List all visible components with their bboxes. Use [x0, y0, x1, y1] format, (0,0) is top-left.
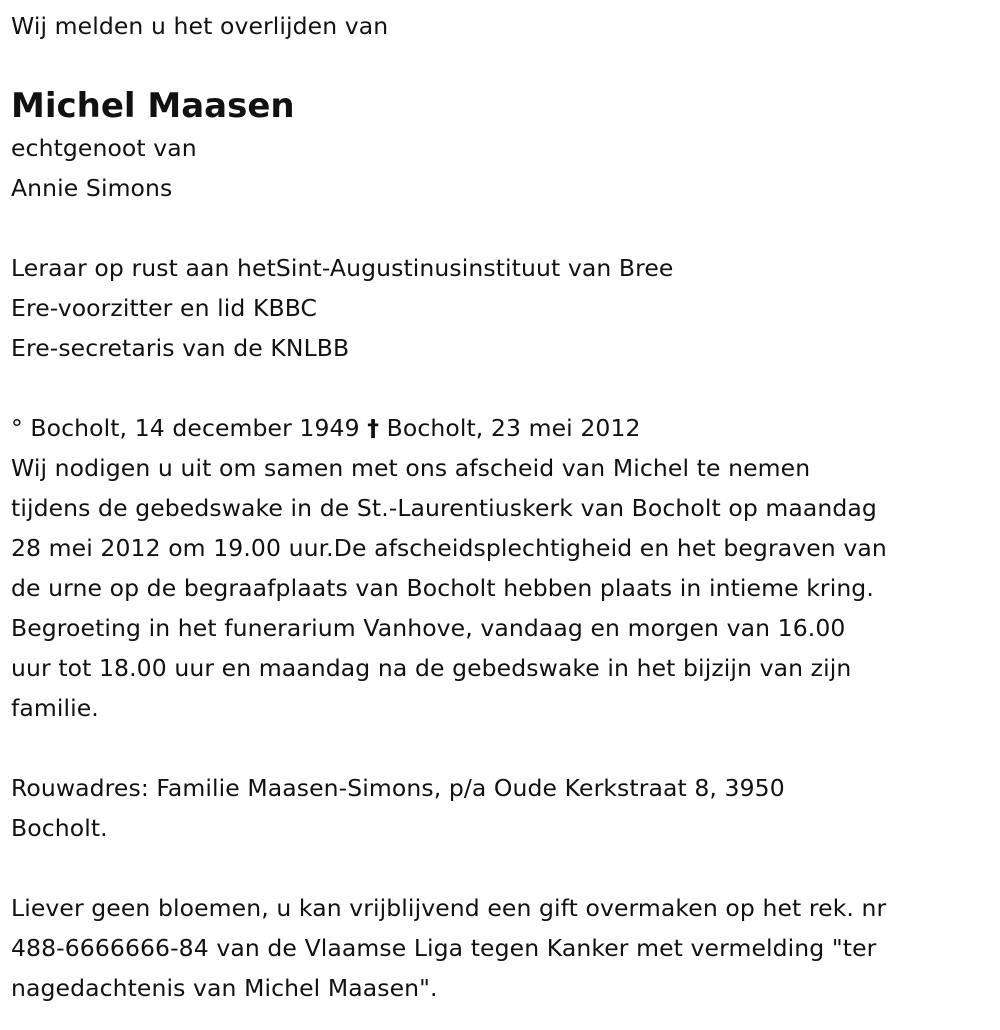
- obituary-notice: [11, 6, 996, 1008]
- spacer: [11, 728, 996, 768]
- address-paragraph: [11, 768, 996, 848]
- gift-line: 488-6666666-84 van de Vlaamse Liga tegen Kanker met vermelding "ter: [11, 934, 877, 962]
- spacer: [11, 848, 996, 888]
- spacer: [11, 368, 996, 408]
- spouse-label: echtgenoot van: [11, 134, 197, 162]
- gift-line: Liever geen bloemen, u kan vrijblijvend een gift overmaken op het rek. nr: [11, 894, 887, 922]
- gift-paragraph: [11, 888, 996, 1008]
- title-line: Ere-voorzitter en lid KBBC: [11, 294, 318, 322]
- ceremony-line: familie.: [11, 694, 99, 722]
- spacer: [11, 208, 996, 248]
- gift-line: nagedachtenis van Michel Maasen".: [11, 974, 438, 1002]
- ceremony-line: Wij nodigen u uit om samen met ons afscheid van Michel te nemen: [11, 454, 811, 482]
- ceremony-line: 28 mei 2012 om 19.00 uur.De afscheidsplechtigheid en het begraven van: [11, 534, 887, 562]
- address-line: Rouwadres: Familie Maasen-Simons, p/a Oude Kerkstraat 8, 3950: [11, 774, 785, 802]
- dates-line: [11, 408, 996, 448]
- ceremony-line: uur tot 18.00 uur en maandag na de gebedswake in het bijzijn van zijn: [11, 654, 852, 682]
- deceased-name: Michel Maasen: [11, 86, 295, 126]
- intro-text: Wij melden u het overlijden van: [11, 12, 389, 40]
- address-line: Bocholt.: [11, 814, 108, 842]
- ceremony-line: de urne op de begraafplaats van Bocholt hebben plaats in intieme kring.: [11, 574, 874, 602]
- title-line: Ere-secretaris van de KNLBB: [11, 334, 350, 362]
- ceremony-line: Begroeting in het funerarium Vanhove, vandaag en morgen van 16.00: [11, 614, 846, 642]
- birth-date: ° Bocholt, 14 december 1949: [11, 414, 360, 442]
- cross-icon: †: [367, 414, 380, 442]
- title-line: Leraar op rust aan hetSint-Augustinusinstituut van Bree: [11, 254, 674, 282]
- spouse-name: Annie Simons: [11, 174, 173, 202]
- ceremony-paragraph: [11, 448, 996, 728]
- death-date: Bocholt, 23 mei 2012: [386, 414, 641, 442]
- ceremony-line: tijdens de gebedswake in de St.-Laurentiuskerk van Bocholt op maandag: [11, 494, 877, 522]
